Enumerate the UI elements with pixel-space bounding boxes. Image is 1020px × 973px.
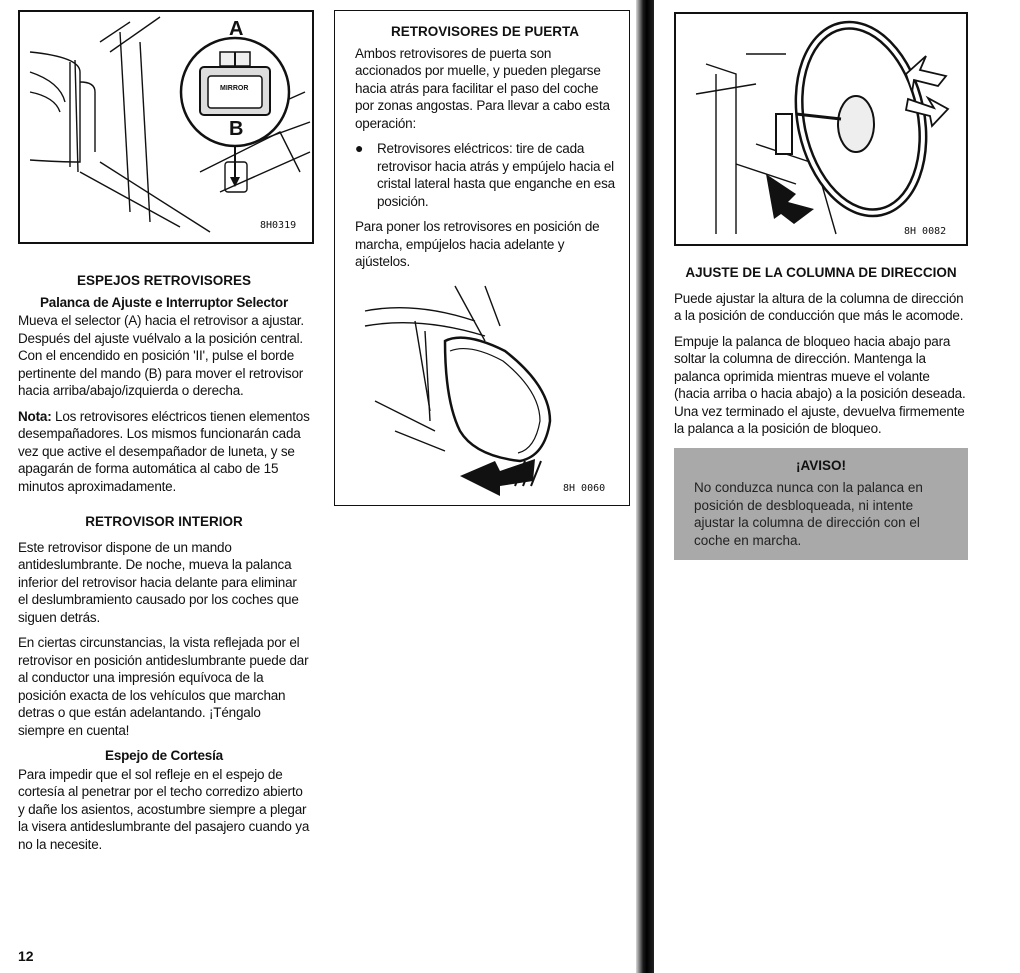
subheading-palanca: Palanca de Ajuste e Interruptor Selector [39,294,289,310]
heading-ajuste-columna: AJUSTE DE LA COLUMNA DE DIRECCION [685,265,957,280]
bullet-retrovisores-electricos [355,140,615,210]
page-gutter [636,0,654,973]
mirror-switch-drawing [20,12,312,242]
note-paragraph [18,408,310,496]
figure-code: 8H 0060 [563,483,606,494]
figure-code: 8H 0082 [904,226,947,237]
paragraph-selector: Mueva el selector (A) hacia el retrovisor a ajustar. Después del ajuste vuélvalo a la posición central. Con el encendido en posición 'II', pulse el borde pertinente del mando (B) para mover el retrovisor hacia arriba/abajo/izquierda o derecha. [18,313,304,398]
door-mirrors-box [334,10,630,506]
page-number: 12 [18,948,34,964]
paragraph-muelle: Ambos retrovisores de puerta son accionados por muelle, y pueden plegarse hacia atrás para facilitar el paso del coche por zonas angostas. Para llevar a cabo esta operación: [355,45,610,131]
door-mirror-drawing [335,281,629,501]
paragraph-altura: Puede ajustar la altura de la columna de dirección a la posición de conducción que más le acomode. [674,290,964,323]
right-column [674,264,968,446]
figure-code: 8H0319 [260,220,297,231]
paragraph-cortesia: Para impedir que el sol refleje en el espejo de cortesía al penetrar por el techo corredizo abierto y dañe los asientos, acostumbre siempre a plegar la visera antideslumbrante del pasajero cuando ya no la necesite. [18,766,310,852]
label-a: A [229,18,244,40]
warning-title: ¡AVISO! [796,458,846,473]
steering-column-drawing [676,14,966,244]
paragraph-circunstancias: En ciertas circunstancias, la vista reflejada por el retrovisor en posición antideslumbrante puede dar al conductor una impresión equívoca de la posición exacta de los vehículos que marchan detras o que están adelantando. ¡Téngalo siempre en cuenta! [18,635,309,738]
note-label: Nota: [18,408,52,424]
label-b: B [229,118,244,140]
mirror-switch-illustration [18,10,314,244]
heading-retrovisor-interior: RETROVISOR INTERIOR [85,514,243,529]
bullet-text: Retrovisores eléctricos: tire de cada retrovisor hacia atrás y empújelo hacia el cristal lateral hasta que enganche en esa posición. [377,141,615,209]
left-column [18,272,310,861]
note-text: Los retrovisores eléctricos tienen elementos desempañadores. Los mismos funcionarán cada vez que active el desempañador de luneta, y se apagarán de forma automática al cabo de 15 minutos aproximadamente. [18,408,310,494]
heading-espejos: ESPEJOS RETROVISORES [76,273,252,288]
heading-retrovisores-puerta: RETROVISORES DE PUERTA [390,24,580,39]
paragraph-antideslumbrante: Este retrovisor dispone de un mando antideslumbrante. De noche, mueva la palanca inferior del retrovisor hacia delante para eliminar el deslumbramiento causado por los coches que siguen detrás. [18,539,299,625]
steering-column-illustration [674,12,968,246]
warning-text: No conduzca nunca con la palanca en posición de desbloqueada, ni intente ajustar la columna de dirección con el coche en marcha. [694,480,923,548]
paragraph-posicion-marcha: Para poner los retrovisores en posición de marcha, empújelos hacia adelante y ajústelos. [355,219,600,269]
mirror-switch-text: MIRROR [220,85,249,92]
paragraph-palanca-bloqueo: Empuje la palanca de bloqueo hacia abajo para soltar la columna de dirección. Mantenga la palanca oprimida mientras mueve el volante (hacia arriba o hacia abajo) a la posición deseada. Una vez terminado el ajuste, devuelva firmemente la palanca a la posición de bloqueo. [674,333,966,436]
middle-column [355,23,615,279]
warning-box [674,448,968,560]
bullet-dot-icon: ● [355,140,364,156]
subheading-espejo-cortesia: Espejo de Cortesía [105,748,223,763]
